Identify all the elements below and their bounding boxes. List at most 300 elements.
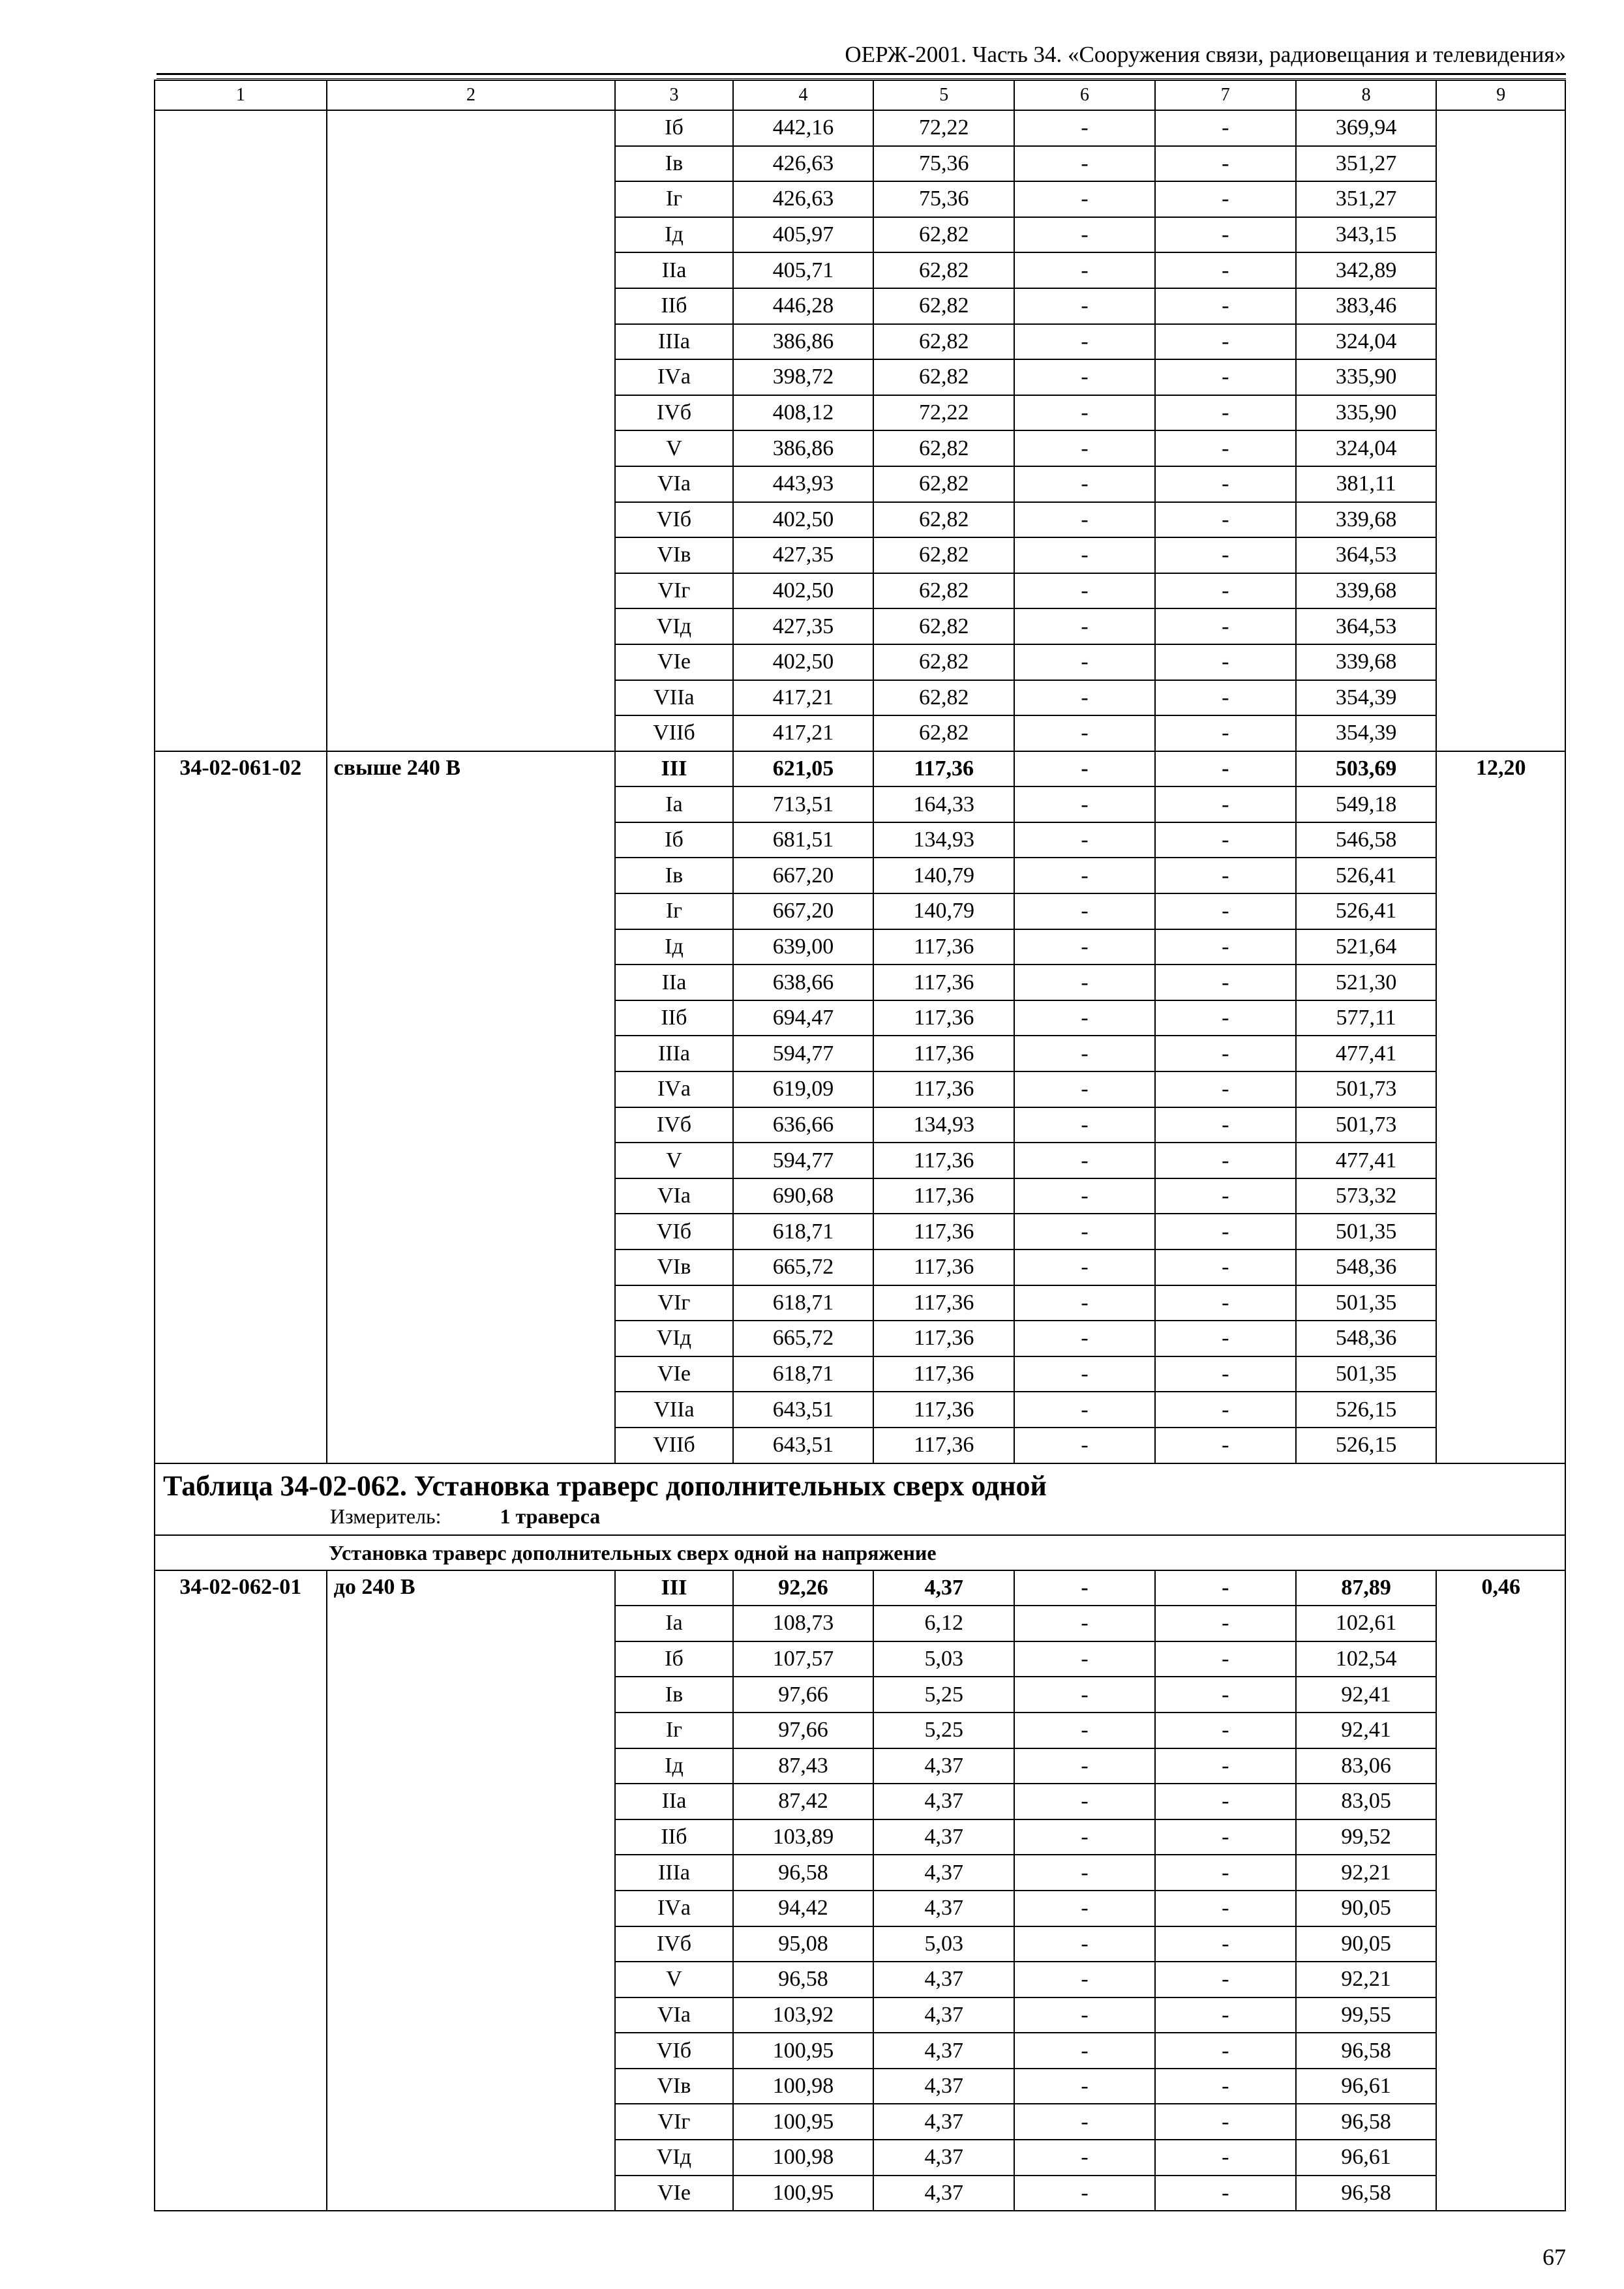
machine-operation: - (1014, 1926, 1155, 1962)
wages: 62,82 (873, 288, 1014, 324)
total-cost: 594,77 (733, 1143, 874, 1178)
zone-code: VIг (615, 573, 732, 609)
zone-code: IIа (615, 252, 732, 288)
machine-operation: - (1014, 430, 1155, 466)
machine-operation: - (1014, 1677, 1155, 1713)
wages: 117,36 (873, 1249, 1014, 1285)
operator-wages: - (1155, 822, 1296, 858)
total-cost: 97,66 (733, 1677, 874, 1713)
machine-operation: - (1014, 181, 1155, 217)
wages: 4,37 (873, 1962, 1014, 1997)
table-row (155, 751, 1565, 787)
column-number: 5 (873, 80, 1014, 110)
wages: 62,82 (873, 502, 1014, 538)
wages: 117,36 (873, 1285, 1014, 1321)
rate-description (327, 110, 616, 751)
machine-operation: - (1014, 2069, 1155, 2104)
total-cost: 87,42 (733, 1784, 874, 1819)
operator-wages: - (1155, 1321, 1296, 1356)
materials: 526,15 (1296, 1428, 1437, 1463)
total-cost: 405,97 (733, 217, 874, 253)
materials: 339,68 (1296, 644, 1437, 680)
measure-line (163, 1503, 1557, 1529)
machine-operation: - (1014, 644, 1155, 680)
wages: 62,82 (873, 252, 1014, 288)
operator-wages: - (1155, 2033, 1296, 2069)
wages: 4,37 (873, 1784, 1014, 1819)
materials: 526,15 (1296, 1392, 1437, 1428)
wages: 140,79 (873, 893, 1014, 929)
machine-operation: - (1014, 1071, 1155, 1107)
machine-operation: - (1014, 1392, 1155, 1428)
materials: 324,04 (1296, 324, 1437, 360)
operator-wages: - (1155, 1997, 1296, 2033)
column-number: 6 (1014, 80, 1155, 110)
materials: 343,15 (1296, 217, 1437, 253)
zone-code: V (615, 430, 732, 466)
operator-wages: - (1155, 359, 1296, 395)
materials: 96,58 (1296, 2033, 1437, 2069)
zone-code: VIа (615, 1178, 732, 1214)
zone-code: Iг (615, 1713, 732, 1748)
materials: 383,46 (1296, 288, 1437, 324)
wages: 5,25 (873, 1677, 1014, 1713)
total-cost: 713,51 (733, 786, 874, 822)
labor-cost: 0,46 (1436, 1570, 1565, 2211)
machine-operation: - (1014, 680, 1155, 716)
rate-code: 34-02-061-02 (155, 751, 327, 1463)
materials: 521,64 (1296, 929, 1437, 965)
operator-wages: - (1155, 110, 1296, 146)
wages: 164,33 (873, 786, 1014, 822)
operator-wages: - (1155, 965, 1296, 1000)
operator-wages: - (1155, 1570, 1296, 1606)
machine-operation: - (1014, 537, 1155, 573)
total-cost: 426,63 (733, 146, 874, 182)
total-cost: 100,95 (733, 2033, 874, 2069)
materials: 501,35 (1296, 1356, 1437, 1392)
materials: 99,52 (1296, 1819, 1437, 1855)
zone-code: VIд (615, 2140, 732, 2176)
zone-code: Iд (615, 929, 732, 965)
total-cost: 95,08 (733, 1926, 874, 1962)
total-cost: 667,20 (733, 893, 874, 929)
machine-operation: - (1014, 1107, 1155, 1143)
materials: 342,89 (1296, 252, 1437, 288)
materials: 96,58 (1296, 2176, 1437, 2211)
operator-wages: - (1155, 217, 1296, 253)
subheading: Установка траверс дополнительных сверх одной на напряжение (155, 1535, 1565, 1570)
page-number: 67 (1542, 2244, 1566, 2270)
materials: 96,58 (1296, 2104, 1437, 2140)
operator-wages: - (1155, 1606, 1296, 1641)
total-cost: 92,26 (733, 1570, 874, 1606)
zone-code: IIIа (615, 324, 732, 360)
zone-code: Iг (615, 181, 732, 217)
materials: 335,90 (1296, 359, 1437, 395)
machine-operation: - (1014, 1891, 1155, 1926)
zone-code: IVб (615, 395, 732, 431)
materials: 102,54 (1296, 1641, 1437, 1677)
zone-code: IIб (615, 288, 732, 324)
zone-code: Iд (615, 1748, 732, 1784)
wages: 62,82 (873, 466, 1014, 502)
total-cost: 107,57 (733, 1641, 874, 1677)
operator-wages: - (1155, 1214, 1296, 1249)
operator-wages: - (1155, 1641, 1296, 1677)
materials: 503,69 (1296, 751, 1437, 787)
machine-operation: - (1014, 608, 1155, 644)
total-cost: 402,50 (733, 573, 874, 609)
zone-code: IVб (615, 1107, 732, 1143)
machine-operation: - (1014, 1819, 1155, 1855)
zone-code: VIа (615, 466, 732, 502)
machine-operation: - (1014, 288, 1155, 324)
machine-operation: - (1014, 2140, 1155, 2176)
wages: 117,36 (873, 1321, 1014, 1356)
zone-code: IIа (615, 965, 732, 1000)
operator-wages: - (1155, 252, 1296, 288)
table-title: Таблица 34-02-062. Установка траверс дополнительных сверх одной (163, 1469, 1047, 1502)
labor-cost (1436, 110, 1565, 751)
total-cost: 417,21 (733, 715, 874, 751)
materials: 354,39 (1296, 680, 1437, 716)
running-header: ОЕРЖ-2001. Часть 34. «Сооружения связи, радиовещания и телевидения» (157, 42, 1566, 75)
wages: 75,36 (873, 146, 1014, 182)
labor-cost: 12,20 (1436, 751, 1565, 1463)
materials: 546,58 (1296, 822, 1437, 858)
operator-wages: - (1155, 466, 1296, 502)
total-cost: 594,77 (733, 1036, 874, 1071)
zone-code: VIе (615, 2176, 732, 2211)
total-cost: 690,68 (733, 1178, 874, 1214)
machine-operation: - (1014, 1606, 1155, 1641)
rate-code: 34-02-062-01 (155, 1570, 327, 2211)
wages: 5,03 (873, 1926, 1014, 1962)
wages: 62,82 (873, 608, 1014, 644)
wages: 75,36 (873, 181, 1014, 217)
total-cost: 100,95 (733, 2176, 874, 2211)
materials: 96,61 (1296, 2140, 1437, 2176)
operator-wages: - (1155, 1748, 1296, 1784)
materials: 477,41 (1296, 1143, 1437, 1178)
table-row (155, 110, 1565, 146)
operator-wages: - (1155, 1926, 1296, 1962)
machine-operation: - (1014, 1214, 1155, 1249)
machine-operation: - (1014, 252, 1155, 288)
total-cost: 681,51 (733, 822, 874, 858)
materials: 102,61 (1296, 1606, 1437, 1641)
zone-code: VIв (615, 537, 732, 573)
machine-operation: - (1014, 1713, 1155, 1748)
operator-wages: - (1155, 537, 1296, 573)
wages: 62,82 (873, 573, 1014, 609)
wages: 117,36 (873, 1178, 1014, 1214)
rate-code (155, 110, 327, 751)
zone-code: III (615, 751, 732, 787)
materials: 92,21 (1296, 1962, 1437, 1997)
wages: 117,36 (873, 1392, 1014, 1428)
wages: 5,03 (873, 1641, 1014, 1677)
total-cost: 108,73 (733, 1606, 874, 1641)
total-cost: 442,16 (733, 110, 874, 146)
materials: 381,11 (1296, 466, 1437, 502)
machine-operation: - (1014, 1997, 1155, 2033)
total-cost: 618,71 (733, 1356, 874, 1392)
total-cost: 618,71 (733, 1285, 874, 1321)
total-cost: 643,51 (733, 1392, 874, 1428)
total-cost: 665,72 (733, 1321, 874, 1356)
zone-code: Iа (615, 786, 732, 822)
total-cost: 402,50 (733, 644, 874, 680)
materials: 548,36 (1296, 1321, 1437, 1356)
total-cost: 408,12 (733, 395, 874, 431)
machine-operation: - (1014, 1784, 1155, 1819)
total-cost: 103,92 (733, 1997, 874, 2033)
operator-wages: - (1155, 893, 1296, 929)
operator-wages: - (1155, 1249, 1296, 1285)
machine-operation: - (1014, 502, 1155, 538)
operator-wages: - (1155, 1891, 1296, 1926)
wages: 117,36 (873, 1356, 1014, 1392)
machine-operation: - (1014, 324, 1155, 360)
wages: 4,37 (873, 2140, 1014, 2176)
materials: 477,41 (1296, 1036, 1437, 1071)
zone-code: IIа (615, 1784, 732, 1819)
wages: 62,82 (873, 324, 1014, 360)
total-cost: 386,86 (733, 324, 874, 360)
machine-operation: - (1014, 929, 1155, 965)
wages: 134,93 (873, 822, 1014, 858)
table-row (155, 1570, 1565, 1606)
subheading-row (155, 1535, 1565, 1570)
column-number: 9 (1436, 80, 1565, 110)
total-cost: 100,98 (733, 2069, 874, 2104)
machine-operation: - (1014, 858, 1155, 893)
total-cost: 638,66 (733, 965, 874, 1000)
machine-operation: - (1014, 1178, 1155, 1214)
wages: 117,36 (873, 751, 1014, 787)
operator-wages: - (1155, 430, 1296, 466)
zone-code: IIIа (615, 1036, 732, 1071)
wages: 62,82 (873, 680, 1014, 716)
wages: 117,36 (873, 965, 1014, 1000)
materials: 90,05 (1296, 1891, 1437, 1926)
machine-operation: - (1014, 1000, 1155, 1036)
total-cost: 103,89 (733, 1819, 874, 1855)
total-cost: 618,71 (733, 1214, 874, 1249)
operator-wages: - (1155, 2176, 1296, 2211)
machine-operation: - (1014, 751, 1155, 787)
operator-wages: - (1155, 929, 1296, 965)
operator-wages: - (1155, 181, 1296, 217)
operator-wages: - (1155, 715, 1296, 751)
machine-operation: - (1014, 1641, 1155, 1677)
rate-description: свыше 240 В (327, 751, 616, 1463)
machine-operation: - (1014, 1036, 1155, 1071)
materials: 526,41 (1296, 893, 1437, 929)
materials: 501,35 (1296, 1285, 1437, 1321)
materials: 351,27 (1296, 181, 1437, 217)
zone-code: VIг (615, 1285, 732, 1321)
operator-wages: - (1155, 146, 1296, 182)
total-cost: 643,51 (733, 1428, 874, 1463)
machine-operation: - (1014, 2033, 1155, 2069)
zone-code: Iв (615, 858, 732, 893)
total-cost: 446,28 (733, 288, 874, 324)
total-cost: 386,86 (733, 430, 874, 466)
materials: 577,11 (1296, 1000, 1437, 1036)
wages: 117,36 (873, 1214, 1014, 1249)
machine-operation: - (1014, 893, 1155, 929)
materials: 548,36 (1296, 1249, 1437, 1285)
machine-operation: - (1014, 573, 1155, 609)
machine-operation: - (1014, 395, 1155, 431)
total-cost: 619,09 (733, 1071, 874, 1107)
machine-operation: - (1014, 786, 1155, 822)
materials: 501,73 (1296, 1071, 1437, 1107)
machine-operation: - (1014, 2176, 1155, 2211)
machine-operation: - (1014, 466, 1155, 502)
operator-wages: - (1155, 324, 1296, 360)
operator-wages: - (1155, 1428, 1296, 1463)
zone-code: VIIа (615, 1392, 732, 1428)
zone-code: VIб (615, 502, 732, 538)
total-cost: 402,50 (733, 502, 874, 538)
machine-operation: - (1014, 2104, 1155, 2140)
wages: 4,37 (873, 2033, 1014, 2069)
operator-wages: - (1155, 858, 1296, 893)
wages: 4,37 (873, 2104, 1014, 2140)
machine-operation: - (1014, 715, 1155, 751)
operator-wages: - (1155, 1713, 1296, 1748)
total-cost: 96,58 (733, 1855, 874, 1891)
zone-code: Iг (615, 893, 732, 929)
wages: 6,12 (873, 1606, 1014, 1641)
machine-operation: - (1014, 359, 1155, 395)
wages: 62,82 (873, 644, 1014, 680)
wages: 117,36 (873, 1036, 1014, 1071)
zone-code: IIб (615, 1819, 732, 1855)
wages: 4,37 (873, 1997, 1014, 2033)
total-cost: 97,66 (733, 1713, 874, 1748)
machine-operation: - (1014, 1285, 1155, 1321)
machine-operation: - (1014, 110, 1155, 146)
machine-operation: - (1014, 1249, 1155, 1285)
total-cost: 94,42 (733, 1891, 874, 1926)
operator-wages: - (1155, 751, 1296, 787)
total-cost: 398,72 (733, 359, 874, 395)
zone-code: V (615, 1962, 732, 1997)
materials: 92,21 (1296, 1855, 1437, 1891)
column-number: 3 (615, 80, 732, 110)
total-cost: 639,00 (733, 929, 874, 965)
zone-code: VIб (615, 1214, 732, 1249)
machine-operation: - (1014, 146, 1155, 182)
wages: 4,37 (873, 1855, 1014, 1891)
operator-wages: - (1155, 1392, 1296, 1428)
total-cost: 417,21 (733, 680, 874, 716)
materials: 549,18 (1296, 786, 1437, 822)
materials: 354,39 (1296, 715, 1437, 751)
rates-table (154, 80, 1566, 2211)
wages: 4,37 (873, 1891, 1014, 1926)
machine-operation: - (1014, 217, 1155, 253)
zone-code: VIIб (615, 1428, 732, 1463)
materials: 99,55 (1296, 1997, 1437, 2033)
operator-wages: - (1155, 1036, 1296, 1071)
operator-wages: - (1155, 2140, 1296, 2176)
materials: 521,30 (1296, 965, 1437, 1000)
table-title-row (155, 1463, 1565, 1535)
operator-wages: - (1155, 1677, 1296, 1713)
column-number-row (155, 80, 1565, 110)
total-cost: 96,58 (733, 1962, 874, 1997)
operator-wages: - (1155, 680, 1296, 716)
operator-wages: - (1155, 1143, 1296, 1178)
zone-code: Iб (615, 1641, 732, 1677)
column-number: 4 (733, 80, 874, 110)
machine-operation: - (1014, 965, 1155, 1000)
zone-code: VIа (615, 1997, 732, 2033)
machine-operation: - (1014, 1428, 1155, 1463)
zone-code: III (615, 1570, 732, 1606)
operator-wages: - (1155, 1819, 1296, 1855)
total-cost: 443,93 (733, 466, 874, 502)
operator-wages: - (1155, 1356, 1296, 1392)
machine-operation: - (1014, 1321, 1155, 1356)
materials: 92,41 (1296, 1713, 1437, 1748)
zone-code: IIIа (615, 1855, 732, 1891)
materials: 339,68 (1296, 502, 1437, 538)
column-number: 8 (1296, 80, 1437, 110)
materials: 83,05 (1296, 1784, 1437, 1819)
total-cost: 665,72 (733, 1249, 874, 1285)
operator-wages: - (1155, 644, 1296, 680)
wages: 4,37 (873, 1570, 1014, 1606)
total-cost: 100,95 (733, 2104, 874, 2140)
zone-code: VIб (615, 2033, 732, 2069)
operator-wages: - (1155, 608, 1296, 644)
zone-code: VIд (615, 608, 732, 644)
operator-wages: - (1155, 1107, 1296, 1143)
machine-operation: - (1014, 822, 1155, 858)
wages: 62,82 (873, 359, 1014, 395)
operator-wages: - (1155, 1285, 1296, 1321)
total-cost: 621,05 (733, 751, 874, 787)
materials: 96,61 (1296, 2069, 1437, 2104)
materials: 501,35 (1296, 1214, 1437, 1249)
wages: 117,36 (873, 1143, 1014, 1178)
materials: 339,68 (1296, 573, 1437, 609)
wages: 4,37 (873, 2069, 1014, 2104)
materials: 92,41 (1296, 1677, 1437, 1713)
zone-code: IVа (615, 359, 732, 395)
total-cost: 87,43 (733, 1748, 874, 1784)
operator-wages: - (1155, 1071, 1296, 1107)
materials: 364,53 (1296, 608, 1437, 644)
materials: 526,41 (1296, 858, 1437, 893)
zone-code: IIб (615, 1000, 732, 1036)
operator-wages: - (1155, 1000, 1296, 1036)
wages: 117,36 (873, 1428, 1014, 1463)
total-cost: 667,20 (733, 858, 874, 893)
wages: 62,82 (873, 430, 1014, 466)
materials: 324,04 (1296, 430, 1437, 466)
table-title-cell (155, 1463, 1565, 1535)
operator-wages: - (1155, 1784, 1296, 1819)
zone-code: Iв (615, 1677, 732, 1713)
